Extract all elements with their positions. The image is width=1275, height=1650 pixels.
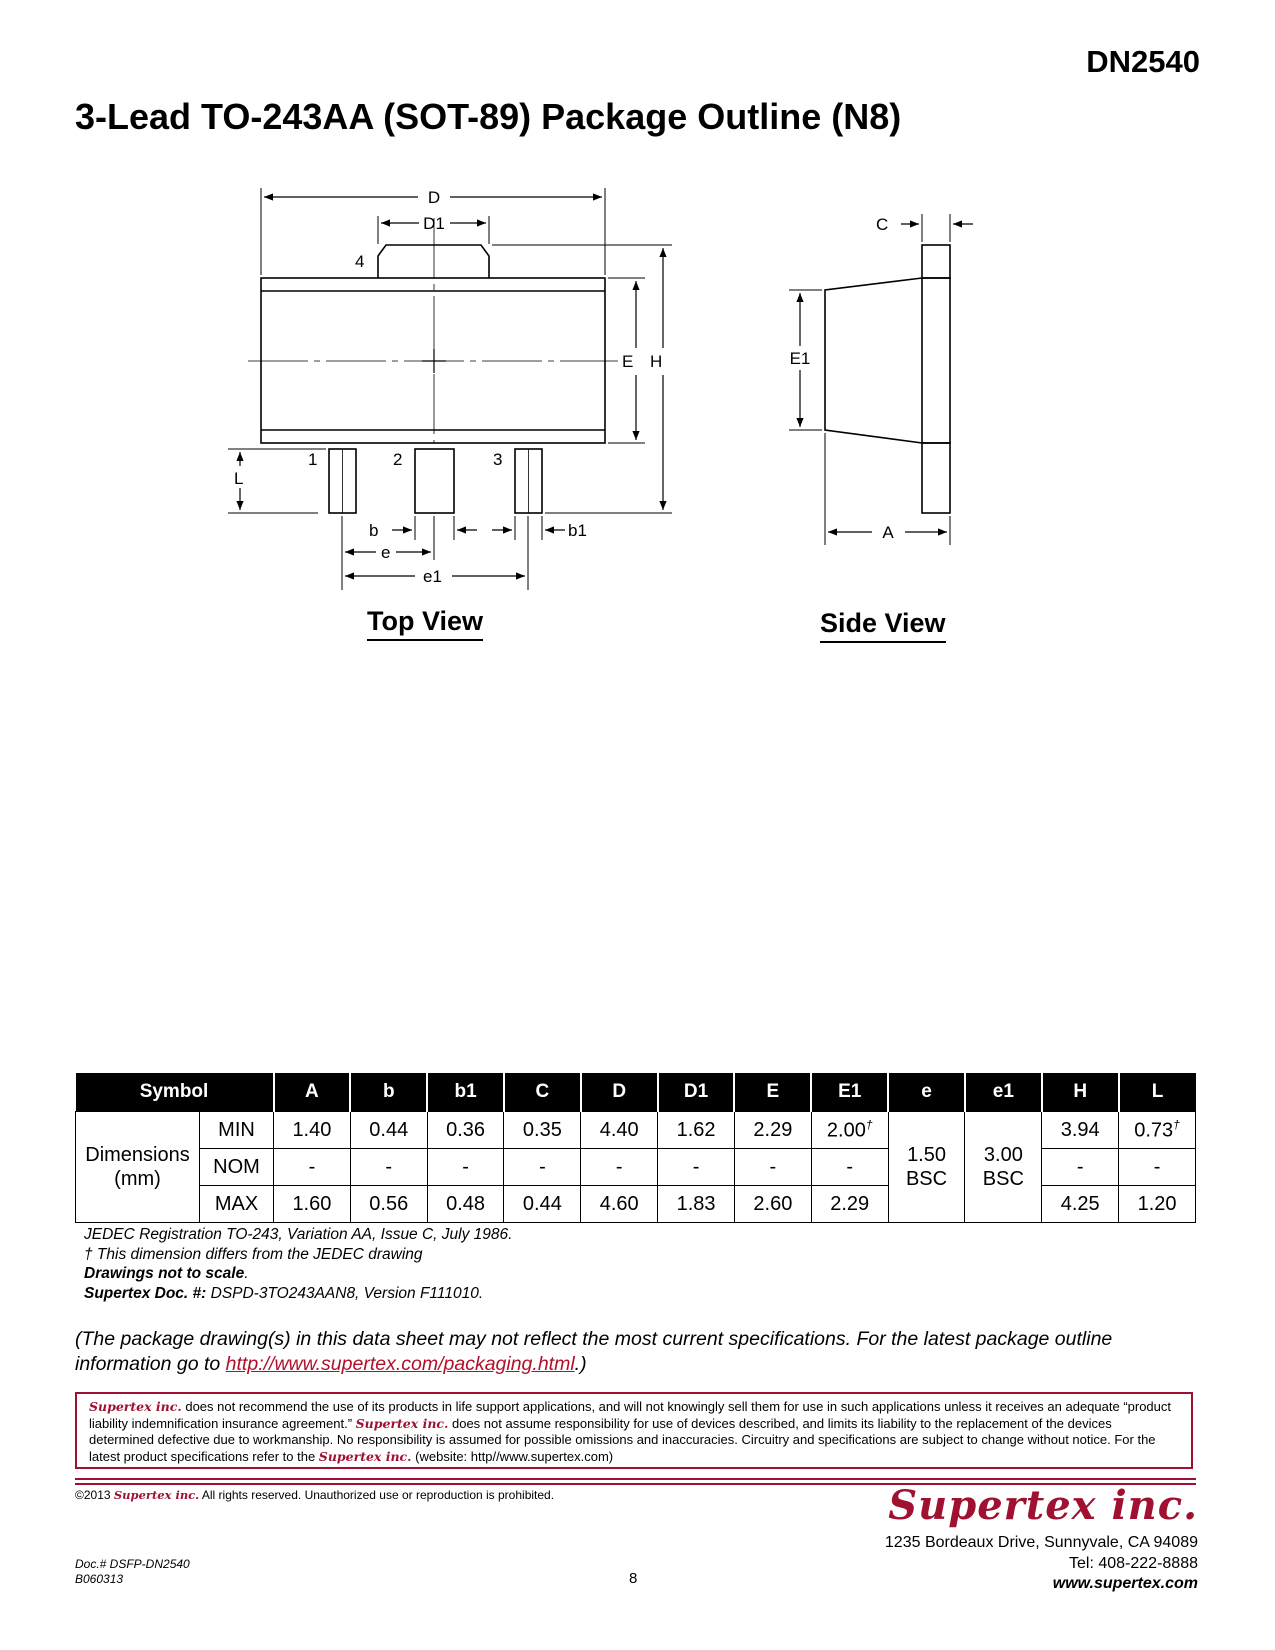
cell-max-E1: 2.29 bbox=[811, 1186, 888, 1223]
header-D: D bbox=[581, 1073, 658, 1112]
side-view bbox=[789, 214, 973, 545]
label-e1: e1 bbox=[423, 567, 442, 586]
supertex-logo: Supertex inc. bbox=[888, 1482, 1198, 1529]
side-lead bbox=[922, 443, 950, 513]
label-D: D bbox=[427, 188, 441, 207]
cell-max-b: 0.56 bbox=[350, 1186, 427, 1223]
label-E1: E1 bbox=[789, 349, 811, 368]
header-L: L bbox=[1119, 1073, 1196, 1112]
brand-name: Supertex inc. bbox=[89, 1399, 182, 1414]
doc-number bbox=[75, 1557, 190, 1587]
doc-number-line: Doc.# DSFP-DN2540 bbox=[75, 1557, 190, 1571]
label-H: H bbox=[650, 352, 663, 371]
cell-nom-D: - bbox=[581, 1149, 658, 1186]
packaging-link[interactable]: http://www.supertex.com/packaging.html bbox=[225, 1353, 575, 1375]
cell-max-H: 4.25 bbox=[1042, 1186, 1119, 1223]
table-notes bbox=[84, 1225, 512, 1303]
copyright bbox=[75, 1488, 554, 1502]
cell-min-E1 bbox=[811, 1112, 888, 1149]
page-title: 3-Lead TO-243AA (SOT-89) Package Outline (N8) bbox=[75, 96, 902, 137]
part-number: DN2540 bbox=[1086, 44, 1200, 79]
cell-nom-A: - bbox=[274, 1149, 351, 1186]
header-e1: e1 bbox=[965, 1073, 1042, 1112]
label-C: C bbox=[876, 215, 889, 234]
dimension-table bbox=[75, 1073, 1196, 1223]
cell-nom-L: - bbox=[1119, 1149, 1196, 1186]
note-doc-value: DSPD-3TO243AAN8, Version F111010. bbox=[206, 1284, 484, 1302]
doc-code: B060313 bbox=[75, 1572, 124, 1586]
note-not-to-scale-bold: Drawings not to scale bbox=[84, 1265, 245, 1282]
note-not-to-scale-end: . bbox=[244, 1265, 249, 1282]
legal-notice-box bbox=[75, 1392, 1193, 1469]
cell-nom-E: - bbox=[734, 1149, 811, 1186]
row-label-max: MAX bbox=[200, 1186, 274, 1223]
label-D1: D1 bbox=[423, 214, 445, 233]
brand-name: Supertex inc. bbox=[113, 1488, 200, 1502]
cell-max-E: 2.60 bbox=[734, 1186, 811, 1223]
dagger-mark: † bbox=[865, 1117, 873, 1132]
side-view-labels bbox=[790, 215, 895, 542]
label-b1: b1 bbox=[568, 521, 587, 540]
packaging-disclaimer bbox=[75, 1327, 1185, 1377]
cell-max-L: 1.20 bbox=[1119, 1186, 1196, 1223]
notice-text-3: (website: http//www.supertex.com) bbox=[411, 1448, 614, 1464]
header-H: H bbox=[1042, 1073, 1119, 1112]
dagger-mark: † bbox=[1173, 1117, 1180, 1132]
tab-outline bbox=[378, 245, 489, 278]
cell-nom-b: - bbox=[350, 1149, 427, 1186]
label-pin-4: 4 bbox=[355, 252, 365, 271]
cell-min-C: 0.35 bbox=[504, 1112, 581, 1149]
cell-min-b1: 0.36 bbox=[427, 1112, 504, 1149]
website-link[interactable]: www.supertex.com bbox=[1052, 1575, 1198, 1592]
notice-text-1: does not recommend the use of its products in life support applications, and will not knowingly sell them for use in such applications unless it receives an adequate “product liability indemnification insurance agreement.” bbox=[89, 1399, 1172, 1431]
side-tab bbox=[922, 245, 950, 278]
header-b: b bbox=[350, 1073, 427, 1112]
cell-min-D: 4.40 bbox=[581, 1112, 658, 1149]
cell-min-L bbox=[1119, 1112, 1196, 1149]
row-label-nom: NOM bbox=[200, 1149, 274, 1186]
cell-min-D1: 1.62 bbox=[658, 1112, 735, 1149]
label-E: E bbox=[622, 352, 634, 371]
note-not-to-scale bbox=[84, 1264, 512, 1284]
copyright-year: ©2013 bbox=[75, 1488, 114, 1502]
footer-divider bbox=[75, 1478, 1196, 1480]
note-dagger: † This dimension differs from the JEDEC drawing bbox=[84, 1245, 423, 1263]
side-body bbox=[922, 278, 950, 443]
cell-min-E1-value: 2.00 bbox=[826, 1119, 866, 1142]
label-e: e bbox=[381, 543, 391, 562]
cell-min-L-value: 0.73 bbox=[1134, 1119, 1174, 1142]
header-A: A bbox=[274, 1073, 351, 1112]
label-pin-1: 1 bbox=[308, 450, 318, 469]
top-view-label: Top View bbox=[367, 606, 483, 641]
cell-nom-H: - bbox=[1042, 1149, 1119, 1186]
note-doc-number bbox=[84, 1284, 512, 1304]
side-body-outline bbox=[825, 278, 922, 443]
telephone: Tel: 408-222-8888 bbox=[1069, 1554, 1198, 1572]
header-e: e bbox=[888, 1073, 965, 1112]
cell-max-C: 0.44 bbox=[504, 1186, 581, 1223]
cell-nom-C: - bbox=[504, 1149, 581, 1186]
header-D1: D1 bbox=[658, 1073, 735, 1112]
cell-max-D: 4.60 bbox=[581, 1186, 658, 1223]
header-symbol: Symbol bbox=[76, 1073, 274, 1112]
address-line: 1235 Bordeaux Drive, Sunnyvale, CA 94089 bbox=[884, 1534, 1198, 1551]
note-jedec: JEDEC Registration TO-243, Variation AA, Issue C, July 1986. bbox=[84, 1226, 513, 1243]
label-b: b bbox=[369, 521, 379, 540]
label-L: L bbox=[234, 469, 244, 488]
cell-min-b: 0.44 bbox=[350, 1112, 427, 1149]
package-outline-drawing bbox=[0, 0, 1275, 700]
cell-min-E: 2.29 bbox=[734, 1112, 811, 1149]
copyright-text: All rights reserved. Unauthorized use or reproduction is prohibited. bbox=[199, 1488, 555, 1502]
cell-nom-b1: - bbox=[427, 1149, 504, 1186]
table-header-row bbox=[76, 1073, 1196, 1112]
cell-min-A: 1.40 bbox=[274, 1112, 351, 1149]
disclaimer-end: .) bbox=[574, 1353, 587, 1375]
cell-max-A: 1.60 bbox=[274, 1186, 351, 1223]
note-doc-label: Supertex Doc. #: bbox=[84, 1284, 207, 1302]
page-number: 8 bbox=[629, 1570, 638, 1587]
top-view-labels bbox=[234, 188, 662, 586]
top-view bbox=[228, 188, 672, 590]
cell-nom-D1: - bbox=[658, 1149, 735, 1186]
header-E: E bbox=[734, 1073, 811, 1112]
label-A: A bbox=[882, 523, 894, 542]
cell-nom-E1: - bbox=[811, 1149, 888, 1186]
cell-max-b1: 0.48 bbox=[427, 1186, 504, 1223]
header-C: C bbox=[504, 1073, 581, 1112]
cell-max-D1: 1.83 bbox=[658, 1186, 735, 1223]
row-label-dimensions: Dimensions (mm) bbox=[76, 1112, 200, 1223]
header-E1: E1 bbox=[811, 1073, 888, 1112]
table-row bbox=[76, 1112, 1196, 1149]
row-label-min: MIN bbox=[200, 1112, 274, 1149]
cell-e1-bsc: 3.00 BSC bbox=[965, 1112, 1042, 1223]
company-address bbox=[885, 1533, 1198, 1595]
disclaimer-text: (The package drawing(s) in this data sheet may not reflect the most current specifications. For the latest package outline information go to bbox=[75, 1328, 1113, 1375]
label-pin-3: 3 bbox=[493, 450, 503, 469]
cell-min-H: 3.94 bbox=[1042, 1112, 1119, 1149]
notice-text-2: does not assume responsibility for use of devices described, and limits its liability to the replacement of the devices determined defective due to workmanship. No responsibility is assumed for possible omissions and inaccuracies. Circuitry and specifications are subject to change without notice. For the latest product specifications refer to the bbox=[89, 1415, 1156, 1464]
cell-e-bsc: 1.50 BSC bbox=[888, 1112, 965, 1223]
brand-name: Supertex inc. bbox=[355, 1415, 449, 1431]
label-pin-2: 2 bbox=[393, 450, 403, 469]
lead-2 bbox=[415, 449, 454, 513]
header-b1: b1 bbox=[427, 1073, 504, 1112]
side-view-label: Side View bbox=[820, 608, 946, 643]
brand-name: Supertex inc. bbox=[318, 1448, 412, 1464]
